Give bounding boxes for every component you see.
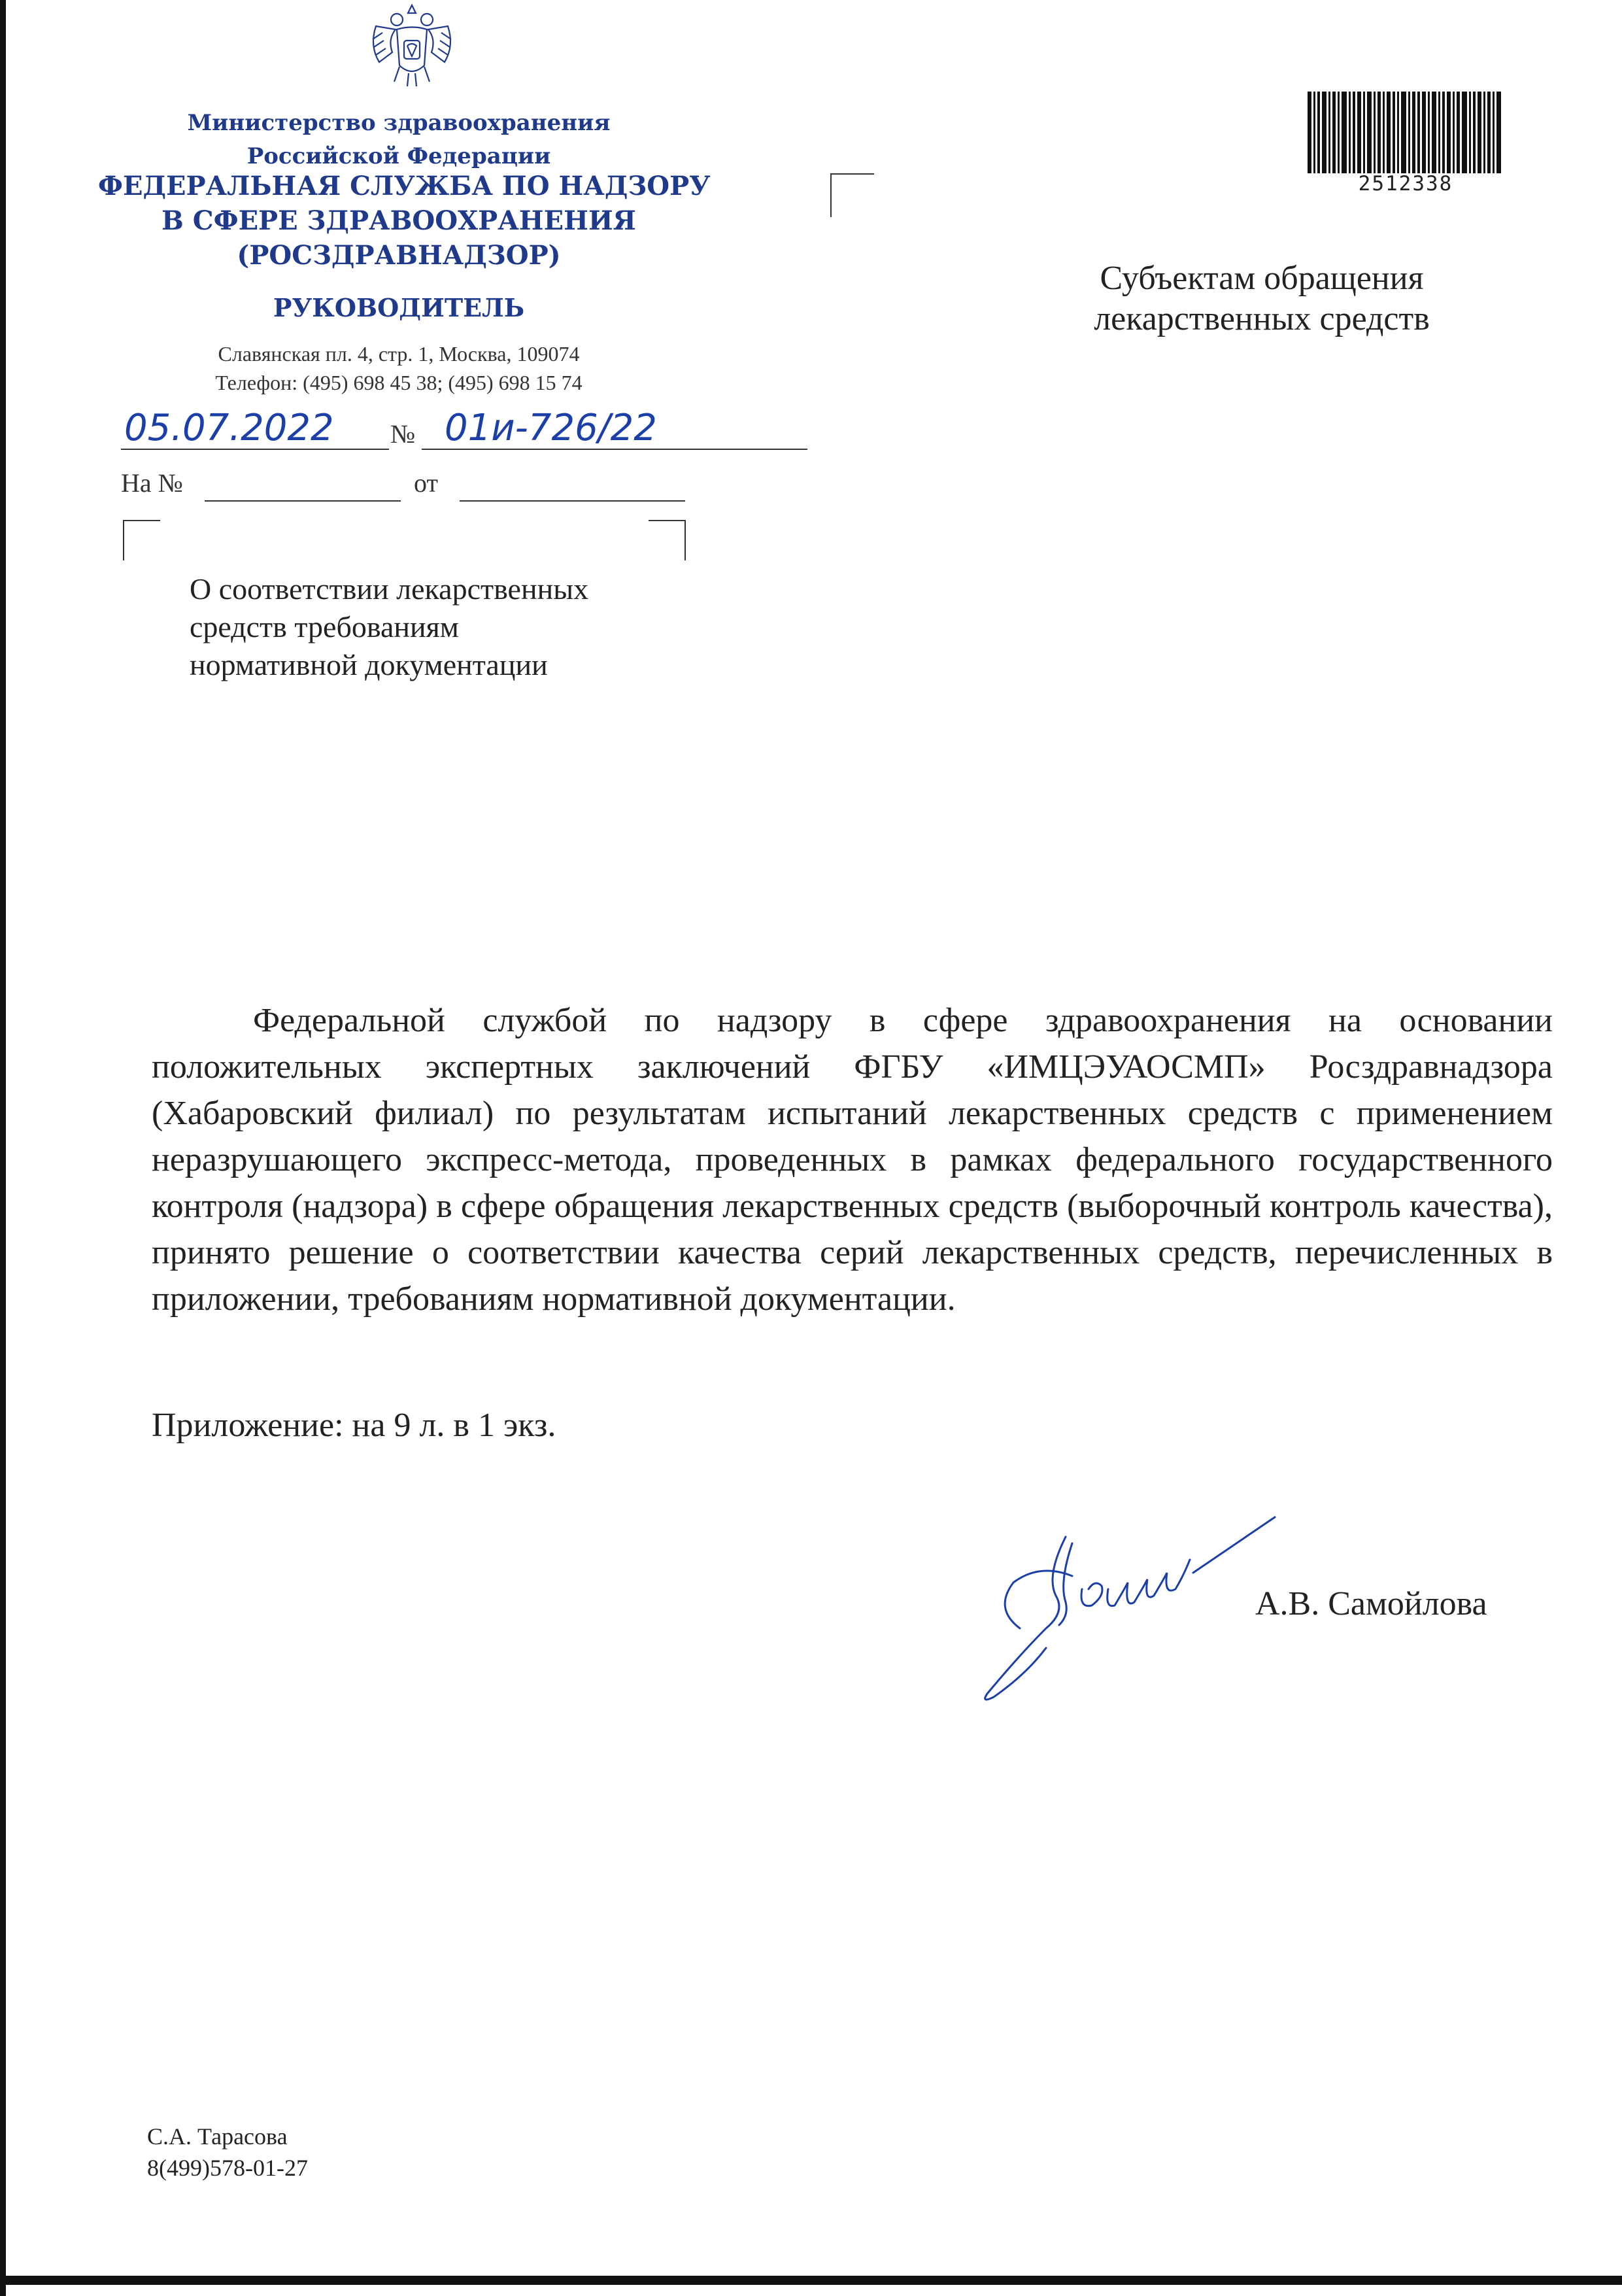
registration-date: 05.07.2022 [124, 407, 334, 449]
service-line: (РОСЗДРАВНАДЗОР) [237, 240, 561, 271]
reference-date-label: от [414, 468, 438, 498]
scan-edge-bottom [0, 2276, 1622, 2285]
registration-line [121, 399, 820, 454]
position-title: РУКОВОДИТЕЛЬ [273, 293, 525, 322]
service-line: В СФЕРЕ ЗДРАВООХРАНЕНИЯ [161, 205, 636, 236]
letter-subject [190, 570, 686, 684]
phone-text: Телефон: (495) 698 45 38; (495) 698 15 74 [215, 371, 583, 394]
addressee-line: Субъектам обращения [1100, 260, 1424, 297]
reference-number-label: На № [121, 468, 183, 498]
registration-number: 01и-726/22 [445, 407, 657, 449]
barcode [1308, 92, 1504, 173]
corner-mark-right [649, 520, 686, 560]
subject-line: О соответствии лекарственных [190, 572, 589, 606]
service-name [98, 169, 711, 273]
barcode-number: 2512338 [1358, 172, 1453, 196]
service-line: ФЕДЕРАЛЬНАЯ СЛУЖБА ПО НАДЗОРУ [98, 171, 711, 201]
subject-line: средств требованиям [190, 610, 459, 643]
addressee-line: лекарственных средств [1094, 300, 1430, 337]
executor-phone: 8(499)578-01-27 [147, 2155, 308, 2181]
date-underline [121, 449, 389, 450]
corner-mark-addressee [830, 173, 874, 217]
address-text: Славянская пл. 4, стр. 1, Москва, 109074 [218, 342, 580, 366]
executor-block [147, 2121, 308, 2184]
ministry-line: Министерство здравоохранения [187, 110, 611, 136]
signer-name: А.В. Самойлова [1255, 1585, 1487, 1622]
coat-of-arms-icon [356, 0, 467, 90]
annex-note: Приложение: на 9 л. в 1 экз. [152, 1407, 556, 1444]
executor-name: С.А. Тарасова [147, 2123, 288, 2150]
subject-line: нормативной документации [190, 648, 548, 681]
number-sign: № [390, 419, 416, 449]
scan-edge-left [0, 0, 6, 2296]
ministry-line: Российской Федерации [246, 143, 551, 169]
ministry-name [127, 107, 670, 173]
letter-body: Федеральной службой по надзору в сфере здравоохранения на основании положительных экспертных заключений ФГБУ «ИМЦЭУАОСМП» Росздравнадзора (Хабаровский филиал) по результатам испытаний лекарственных средств с применением неразрушающего экспресс-метода, проведенных в рамках федерального государственного контроля (надзора) в сфере обращения лекарственных средств (выборочный контроль качества), принято решение о соответствии качества серий лекарственных средств, перечисленных в приложении, требованиям нормативной документации. [152, 1002, 1553, 1318]
reference-date-blank [460, 500, 685, 502]
addressee [994, 258, 1530, 339]
number-underline [422, 449, 807, 450]
reference-number-blank [205, 500, 401, 502]
corner-mark-left [123, 520, 160, 560]
contact-block [98, 339, 700, 397]
reference-line [121, 468, 690, 507]
